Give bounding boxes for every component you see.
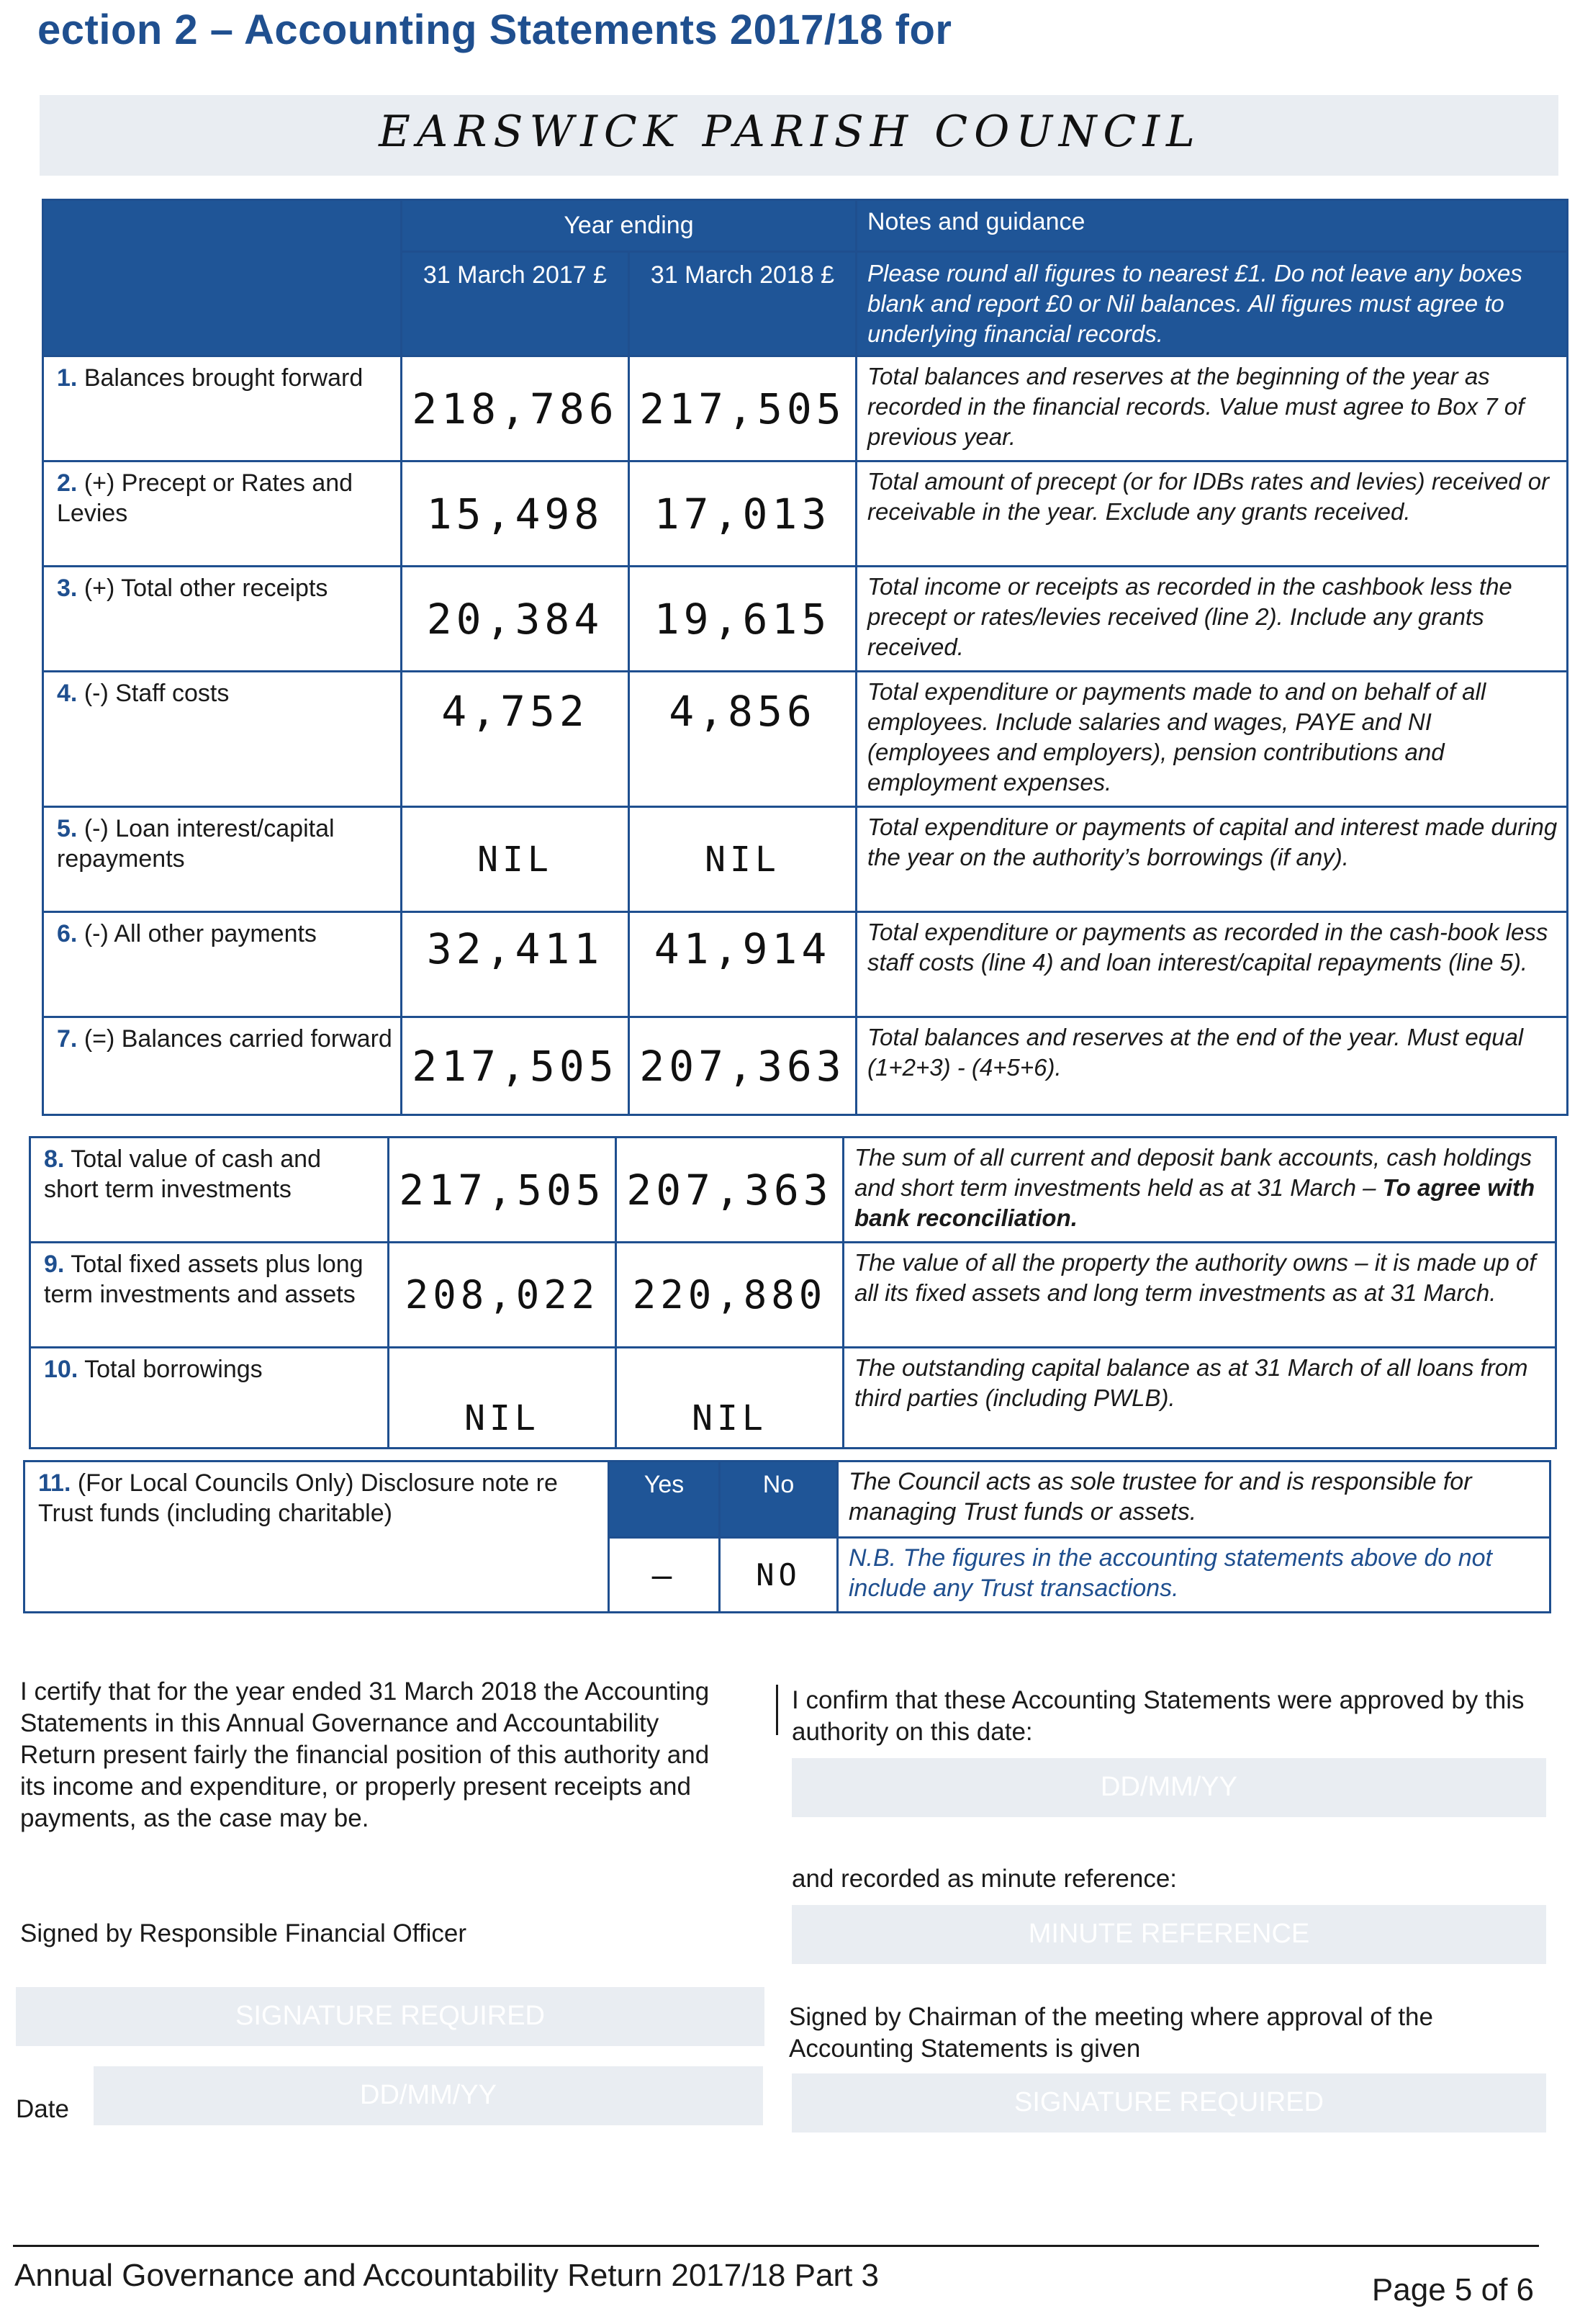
row-label bbox=[24, 1461, 609, 1613]
value-2017: 15,498 bbox=[402, 461, 629, 567]
row-number: 5. bbox=[57, 815, 78, 842]
rfo-signature-field[interactable]: SIGNATURE REQUIRED bbox=[16, 1987, 764, 2046]
row-note-bold: To agree with bank reconciliation. bbox=[854, 1174, 1535, 1231]
value-2017: 20,384 bbox=[402, 567, 629, 672]
row-note: Total expenditure or payments of capital and interest made during the year on the authority’s borrowings (if any). bbox=[857, 807, 1568, 912]
row-note-text: The sum of all current and deposit bank accounts, cash holdings and short term investments held as at 31 March – bbox=[854, 1144, 1532, 1201]
value-2017: 217,505 bbox=[402, 1017, 629, 1115]
row-label-text: (For Local Councils Only) Disclosure note re Trust funds (including charitable) bbox=[38, 1469, 558, 1527]
value-2018: 217,505 bbox=[629, 356, 857, 461]
table-row bbox=[43, 672, 1568, 807]
certify-text: I certify that for the year ended 31 March 2018 the Accounting Statements in this Annual Governance and Accountability Return present fairly the financial position of this authority and its income and expenditure, or properly present receipts and payments, as the case may be. bbox=[20, 1677, 710, 1832]
row-number: 4. bbox=[57, 680, 78, 707]
row-label-text: Total fixed assets plus long term investments and assets bbox=[44, 1251, 364, 1308]
column-divider bbox=[776, 1685, 778, 1735]
notes-guidance-text: Please round all figures to nearest £1. Do not leave any boxes blank and report £0 or Nil balances. All figures must agree to underlying financial records. bbox=[857, 252, 1568, 356]
rfo-date-field[interactable]: DD/MM/YY bbox=[94, 2066, 763, 2125]
table-row bbox=[43, 356, 1568, 461]
no-value: NO bbox=[720, 1538, 838, 1613]
row-number: 6. bbox=[57, 920, 78, 947]
row-label-text: (-) All other payments bbox=[83, 920, 317, 947]
row-note: Total amount of precept (or for IDBs rates and levies) received or receivable in the year. Exclude any grants received. bbox=[857, 461, 1568, 567]
row-label bbox=[43, 567, 402, 672]
table-row bbox=[43, 807, 1568, 912]
row-label bbox=[30, 1348, 389, 1449]
minute-reference-field[interactable]: MINUTE REFERENCE bbox=[792, 1905, 1546, 1964]
row-label bbox=[30, 1138, 389, 1243]
row-note: The value of all the property the authority owns – it is made up of all its fixed assets and long term investments as at 31 March. bbox=[844, 1243, 1556, 1348]
table-row bbox=[30, 1243, 1556, 1348]
row-number: 8. bbox=[44, 1145, 65, 1173]
row-label bbox=[43, 1017, 402, 1115]
signed-rfo-label: Signed by Responsible Financial Officer bbox=[20, 1919, 466, 1947]
value-2018: NIL bbox=[616, 1348, 844, 1449]
value-2017: 32,411 bbox=[402, 912, 629, 1017]
col-2017-header: 31 March 2017 £ bbox=[402, 252, 629, 356]
value-2018: NIL bbox=[629, 807, 857, 912]
row-note: Total expenditure or payments as recorded in the cash-book less staff costs (line 4) and loan interest/capital repayments (line 5). bbox=[857, 912, 1568, 1017]
value-2017: NIL bbox=[402, 807, 629, 912]
row-note: Total balances and reserves at the beginning of the year as recorded in the financial records. Value must agree to Box 7 of previous year. bbox=[857, 356, 1568, 461]
confirm-text: I confirm that these Accounting Statements were approved by this authority on this date: bbox=[792, 1686, 1525, 1746]
row-number: 2. bbox=[57, 469, 78, 497]
value-2017: 218,786 bbox=[402, 356, 629, 461]
row-label-text: (-) Staff costs bbox=[83, 680, 230, 707]
row-note: Total expenditure or payments made to and on behalf of all employees. Include salaries and wages, PAYE and NI (employees and employers), pension contributions and employment expenses. bbox=[857, 672, 1568, 807]
row-label-text: (+) Total other receipts bbox=[83, 575, 328, 602]
row-label-text: Total borrowings bbox=[84, 1356, 263, 1383]
chair-signature-field[interactable]: SIGNATURE REQUIRED bbox=[792, 2073, 1546, 2132]
value-2017: NIL bbox=[389, 1348, 616, 1449]
header-blank-cell bbox=[43, 200, 402, 356]
trust-note: The Council acts as sole trustee for and is responsible for managing Trust funds or assets. bbox=[838, 1461, 1550, 1538]
footer-rule bbox=[13, 2245, 1539, 2247]
value-2018: 220,880 bbox=[616, 1243, 844, 1348]
row-number: 3. bbox=[57, 575, 78, 602]
row-label bbox=[43, 356, 402, 461]
table-row bbox=[43, 1017, 1568, 1115]
value-2018: 207,363 bbox=[616, 1138, 844, 1243]
row-label-text: Balances brought forward bbox=[83, 364, 364, 392]
row-note bbox=[844, 1138, 1556, 1243]
value-2017: 208,022 bbox=[389, 1243, 616, 1348]
row-label bbox=[30, 1243, 389, 1348]
table-row bbox=[43, 912, 1568, 1017]
value-2018: 41,914 bbox=[629, 912, 857, 1017]
notes-guidance-header: Notes and guidance bbox=[857, 200, 1568, 252]
council-name: EARSWICK PARISH COUNCIL bbox=[379, 107, 1201, 157]
row-note: Total income or receipts as recorded in the cashbook less the precept or rates/levies received (line 2). Include any grants received. bbox=[857, 567, 1568, 672]
value-2017: 4,752 bbox=[402, 672, 629, 807]
signed-chair-label: Signed by Chairman of the meeting where approval of the Accounting Statements is given bbox=[789, 2003, 1433, 2063]
row-number: 9. bbox=[44, 1251, 65, 1278]
row-label-text: Total value of cash and short term investments bbox=[44, 1145, 321, 1203]
row-label bbox=[43, 461, 402, 567]
yes-header: Yes bbox=[609, 1461, 720, 1538]
value-2017: 217,505 bbox=[389, 1138, 616, 1243]
no-header: No bbox=[720, 1461, 838, 1538]
approval-date-field[interactable]: DD/MM/YY bbox=[792, 1758, 1546, 1817]
row-label-text: (=) Balances carried forward bbox=[83, 1025, 392, 1053]
section-title: ection 2 – Accounting Statements 2017/18 for bbox=[37, 6, 952, 53]
yes-value: — bbox=[609, 1538, 720, 1613]
value-2018: 4,856 bbox=[629, 672, 857, 807]
value-2018: 19,615 bbox=[629, 567, 857, 672]
row-number: 1. bbox=[57, 364, 78, 392]
row-number: 7. bbox=[57, 1025, 78, 1053]
assets-table bbox=[29, 1136, 1557, 1449]
footer-title: Annual Governance and Accountability Return 2017/18 Part 3 bbox=[14, 2258, 880, 2293]
col-2018-header: 31 March 2018 £ bbox=[629, 252, 857, 356]
row-number: 10. bbox=[44, 1356, 78, 1383]
value-2018: 207,363 bbox=[629, 1017, 857, 1115]
row-number: 11. bbox=[38, 1469, 71, 1497]
trust-nb-note: N.B. The figures in the accounting statements above do not include any Trust transactions. bbox=[838, 1538, 1550, 1613]
accounting-statements-table bbox=[42, 199, 1568, 1116]
row-note: Total balances and reserves at the end of the year. Must equal (1+2+3) - (4+5+6). bbox=[857, 1017, 1568, 1115]
value-2018: 17,013 bbox=[629, 461, 857, 567]
table-row bbox=[43, 567, 1568, 672]
row-label-text: (-) Loan interest/capital repayments bbox=[57, 815, 335, 873]
trust-funds-table bbox=[23, 1460, 1551, 1613]
row-note: The outstanding capital balance as at 31 March of all loans from third parties (including PWLB). bbox=[844, 1348, 1556, 1449]
row-label bbox=[43, 807, 402, 912]
date-label: Date bbox=[16, 2095, 69, 2123]
table-row bbox=[30, 1348, 1556, 1449]
page-number: Page 5 of 6 bbox=[1371, 2272, 1534, 2307]
row-label-text: (+) Precept or Rates and Levies bbox=[57, 469, 353, 527]
year-ending-header: Year ending bbox=[402, 200, 857, 252]
table-row bbox=[43, 461, 1568, 567]
row-label bbox=[43, 672, 402, 807]
minute-reference-label: and recorded as minute reference: bbox=[792, 1865, 1178, 1893]
row-label bbox=[43, 912, 402, 1017]
table-row bbox=[30, 1138, 1556, 1243]
